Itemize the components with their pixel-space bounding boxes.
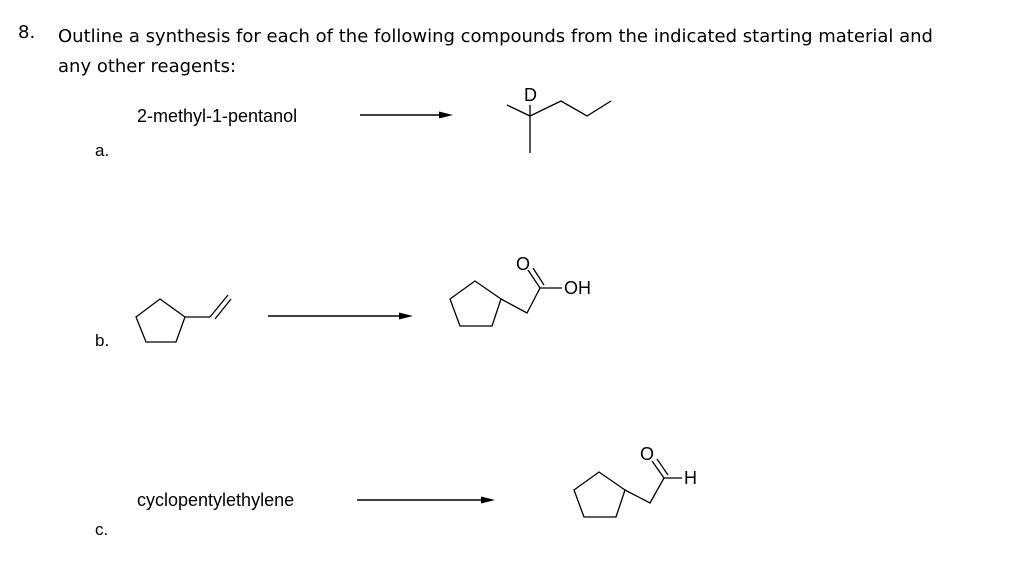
aldehyde-hydrogen-label: H	[684, 468, 697, 488]
part-b-product-structure	[440, 248, 610, 343]
part-a-product-structure	[495, 80, 625, 160]
part-c-starting-material: cyclopentylethylene	[137, 490, 295, 510]
part-c-reaction-arrow	[352, 493, 512, 507]
part-a-starting-material: 2-methyl-1-pentanol	[137, 106, 298, 126]
deuterium-label: D	[524, 85, 537, 105]
aldehyde-oxygen-label: O	[640, 444, 655, 464]
part-b-label: b.	[95, 331, 110, 350]
hydroxyl-label: OH	[564, 278, 591, 298]
part-b-starting-structure	[130, 285, 240, 355]
part-b-reaction-arrow	[263, 309, 423, 323]
question-text: Outline a synthesis for each of the following compounds from the indicated starting material and any other reagents:	[58, 26, 933, 77]
question-number: 8.	[18, 22, 36, 43]
part-a-label: a.	[95, 141, 110, 160]
carbonyl-oxygen-label: O	[516, 254, 531, 274]
part-c-label: c.	[95, 520, 109, 539]
part-a-reaction-arrow	[355, 108, 465, 122]
part-c-product-structure	[566, 440, 716, 535]
